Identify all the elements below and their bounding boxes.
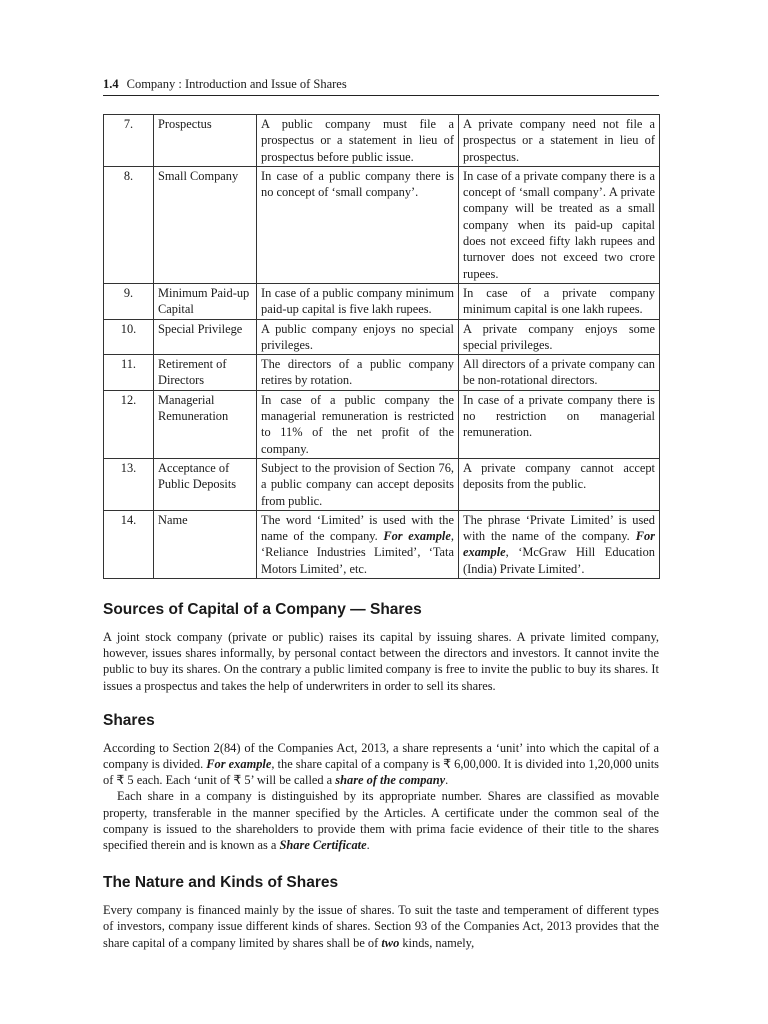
row-number: 11. <box>104 355 154 391</box>
emphasis-text: two <box>381 935 400 950</box>
table-row <box>104 319 660 355</box>
private-company-cell: In case of a private company minimum capital is one lakh rupees. <box>459 283 660 319</box>
body-content <box>103 600 659 951</box>
public-company-cell: In case of a public company the managerial remuneration is restricted to 11% of the net profit of the company. <box>257 390 459 458</box>
row-number: 14. <box>104 510 154 578</box>
shares-paragraph-2: Each share in a company is distinguished by its appropriate number. Shares are classified as movable property, transferable in the manner specified by the Articles. A certificate under the common seal of the company is issued to the shareholders to provide them with prima facie evidence of their title to the shares specified therein and is known as a Share Certificate. <box>103 789 659 853</box>
row-number: 9. <box>104 283 154 319</box>
row-feature: Acceptance of Public Deposits <box>154 458 257 510</box>
table-row <box>104 115 660 167</box>
section-heading-nature: The Nature and Kinds of Shares <box>103 874 339 892</box>
row-feature: Prospectus <box>154 115 257 167</box>
emphasis-text: share of the company <box>335 773 446 788</box>
emphasis-text: Share Certificate <box>279 838 367 853</box>
row-feature: Small Company <box>154 166 257 283</box>
page-number: 1.4 <box>103 77 119 91</box>
row-feature: Retirement of Directors <box>154 355 257 391</box>
shares-paragraph-1: According to Section 2(84) of the Companies Act, 2013, a share represents a ‘unit’ into which the capital of a company is divided. For example, the share capital of a company is ₹ 6,00,000. It is divided into 1,20,000 units of ₹ 5 each. Each ‘unit of ₹ 5’ will be called a share of the company. <box>103 740 659 788</box>
running-header <box>103 76 659 96</box>
table-row <box>104 458 660 510</box>
row-feature: Minimum Paid-up Capital <box>154 283 257 319</box>
private-company-cell: In case of a private company there is no restriction on managerial remuneration. <box>459 390 660 458</box>
public-company-cell: A public company must file a prospectus or a statement in lieu of prospectus before public issue. <box>257 115 459 167</box>
table-row <box>104 166 660 283</box>
sources-paragraph: A joint stock company (private or public) raises its capital by issuing shares. A private limited company, however, issues shares informally, by personal contact between the directors and investors. It cannot invite the public to buy its shares. On the contrary a public limited company is free to invite the public to buy its shares. It issues a prospectus and takes the help of underwriters in order to sell its shares. <box>103 630 659 693</box>
row-number: 10. <box>104 319 154 355</box>
cell-text: , ‘Reliance Industries Limited’, ‘Tata Motors Limited’, etc. <box>261 529 454 576</box>
row-number: 13. <box>104 458 154 510</box>
public-company-cell: Subject to the provision of Section 76, a public company can accept deposits from public. <box>257 458 459 510</box>
row-number: 7. <box>104 115 154 167</box>
private-company-cell: A private company cannot accept deposits from the public. <box>459 458 660 510</box>
row-feature: Special Privilege <box>154 319 257 355</box>
section-heading-sources: Sources of Capital of a Company — Shares <box>103 601 422 618</box>
row-feature: Managerial Remuneration <box>154 390 257 458</box>
emphasis-text: For example <box>383 529 451 544</box>
table-row <box>104 355 660 391</box>
public-company-cell: The directors of a public company retires by rotation. <box>257 355 459 391</box>
row-number: 12. <box>104 390 154 458</box>
private-company-cell: All directors of a private company can be non-rotational directors. <box>459 355 660 391</box>
private-company-cell: A private company enjoys some special privileges. <box>459 319 660 355</box>
row-number: 8. <box>104 166 154 283</box>
private-company-cell: A private company need not file a prospectus or a statement in lieu of prospectus. <box>459 115 660 167</box>
comparison-table <box>103 114 660 579</box>
private-company-cell: In case of a private company there is a concept of ‘small company’. A private company will be treated as a small company when its paid-up capital does not exceed fifty lakh rupees and turnover does not exceed two crore rupees. <box>459 166 660 283</box>
private-company-cell <box>459 510 660 578</box>
cell-text: The phrase ‘Private Limited’ is used with the name of the company. <box>463 512 655 544</box>
table-row <box>104 510 660 578</box>
public-company-cell: A public company enjoys no special privileges. <box>257 319 459 355</box>
nature-paragraph: Every company is financed mainly by the issue of shares. To suit the taste and temperament of different types of investors, company issue different kinds of shares. Section 93 of the Companies Act, 2013 provides that the share capital of a company limited by shares shall be of two kinds, namely, <box>103 903 659 950</box>
emphasis-text: For example <box>206 757 272 772</box>
running-title: Company : Introduction and Issue of Shares <box>126 77 347 91</box>
table-row <box>104 283 660 319</box>
public-company-cell: In case of a public company there is no concept of ‘small company’. <box>257 166 459 283</box>
cell-text: , ‘McGraw Hill Education (India) Private Limited’. <box>463 545 655 576</box>
table-row <box>104 390 660 458</box>
emphasis-text: For example <box>463 529 655 560</box>
public-company-cell: In case of a public company minimum paid-up capital is five lakh rupees. <box>257 283 459 319</box>
cell-text: The word ‘Limited’ is used with the name of the company. <box>261 512 454 544</box>
row-feature: Name <box>154 510 257 578</box>
section-heading-shares: Shares <box>103 711 155 729</box>
public-company-cell <box>257 510 459 578</box>
